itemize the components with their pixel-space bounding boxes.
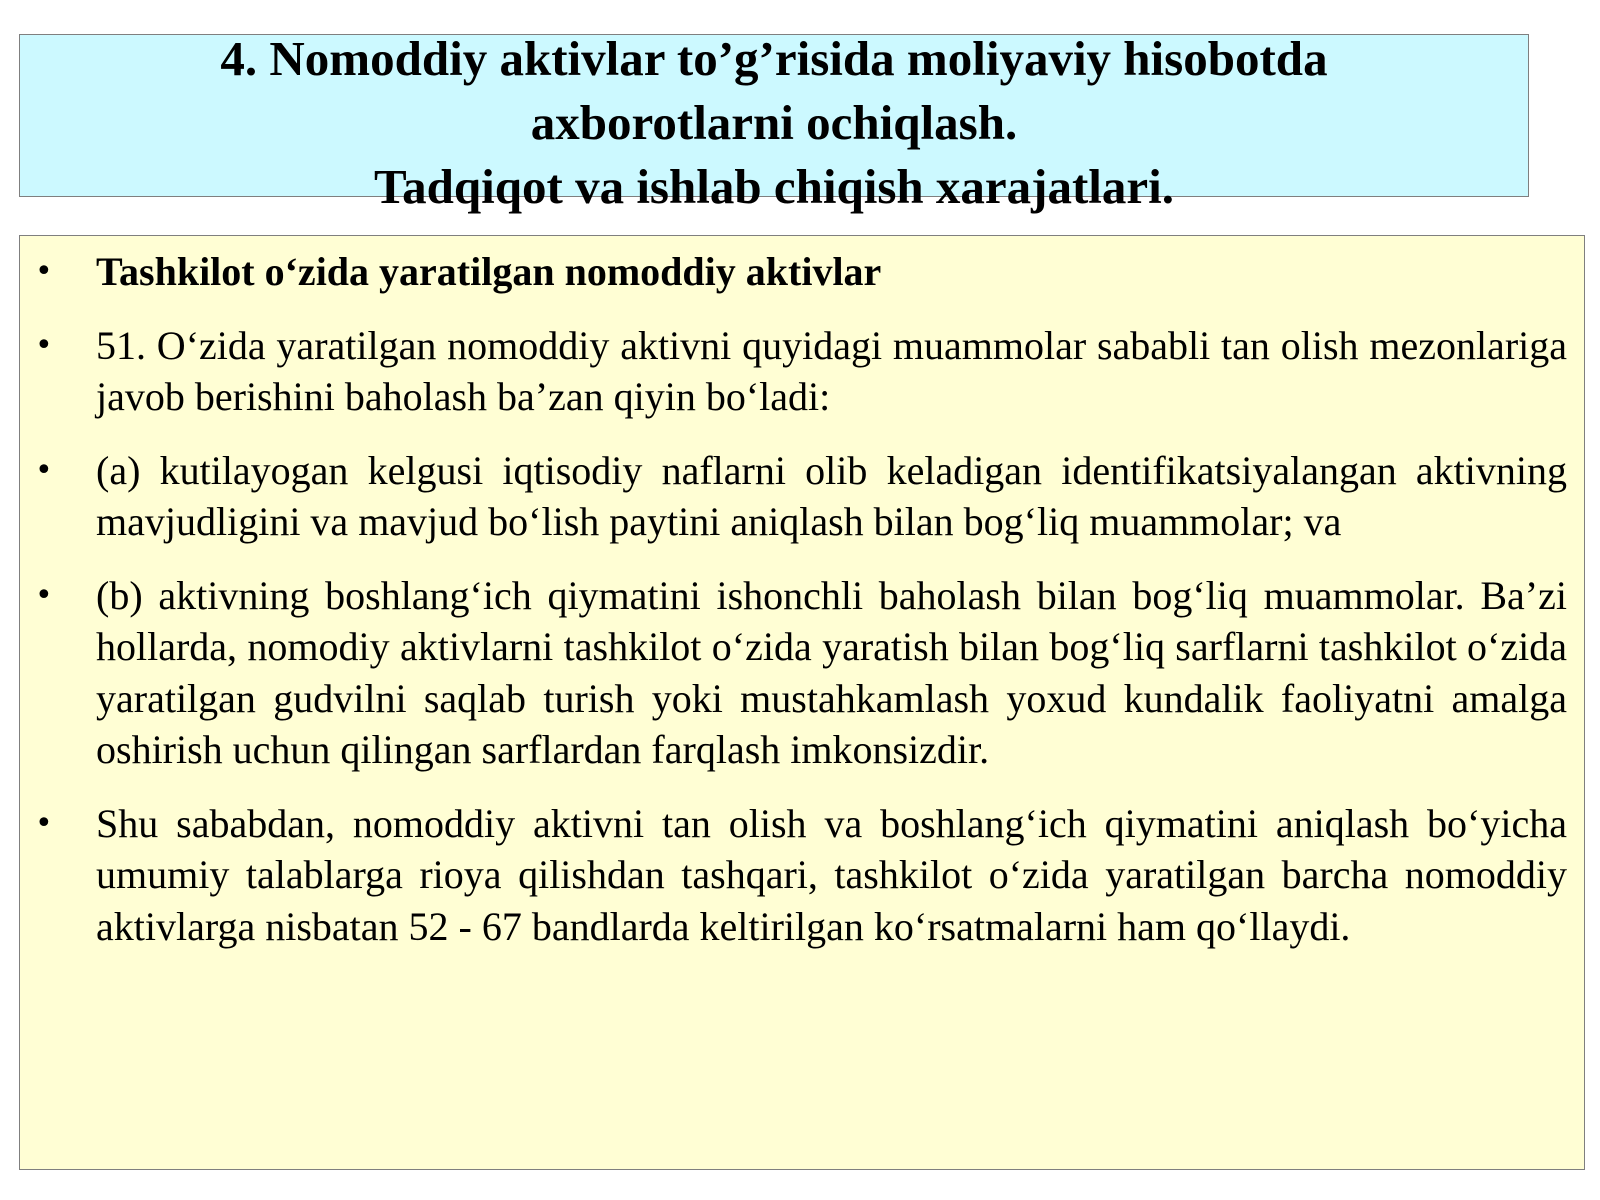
- bullet-item-paragraph-51: [20, 320, 1584, 423]
- bullet-text: (b) aktivning boshlang‘ich qiymatini ishonchli baholash bilan bog‘liq muammolar. Ba’zi hollarda, nomodiy aktivlarni tashkilot o‘zida yaratish bilan bog‘liq sarflarni tashkilot o‘zida yaratilgan gudvilni saqlab turish yoki mustahkamlash yoxud kundalik faoliyatni amalga oshirish uchun qilingan sarflardan farqlash imkonsizdir.: [96, 572, 1567, 772]
- bullet-text: 51. O‘zida yaratilgan nomoddiy aktivni quyidagi muammolar sababli tan olish mezonlariga javob berishini baholash ba’zan qiyin bo‘ladi:: [96, 322, 1567, 419]
- slide-title-line-1: 4. Nomoddiy aktivlar to’g’risida moliyaviy hisobotda: [220, 31, 1328, 86]
- bullet-text: Shu sababdan, nomoddiy aktivni tan olish va boshlang‘ich qiymatini aniqlash bo‘yicha umumiy talablarga rioya qilishdan tashqari, tashkilot o‘zida yaratilgan barcha nomoddiy aktivlarga nisbatan 52 - 67 bandlarda keltirilgan ko‘rsatmalarni ham qo‘llaydi.: [96, 800, 1567, 949]
- slide-title-box: [19, 31, 1529, 214]
- bullet-icon: •: [35, 254, 53, 289]
- slide-content-box: [19, 235, 1585, 1170]
- bullet-list: [20, 246, 1584, 974]
- slide-title-line-3: Tadqiqot va ishlab chiqish xarajatlari.: [373, 159, 1175, 214]
- bullet-text: Tashkilot o‘zida yaratilgan nomoddiy aktivlar: [96, 249, 882, 294]
- bullet-item-point-b: [20, 570, 1584, 776]
- bullet-icon: •: [35, 327, 53, 363]
- bullet-item-conclusion: [20, 798, 1584, 953]
- bullet-item-heading: [20, 246, 1584, 298]
- bullet-text: (a) kutilayogan kelgusi iqtisodiy naflarni olib keladigan identifikatsiyalangan aktivning mavjudligini va mavjud bo‘lish paytini aniqlash bilan bog‘liq muammolar; va: [96, 447, 1567, 544]
- bullet-item-point-a: [20, 445, 1584, 548]
- bullet-icon: •: [35, 452, 53, 488]
- slide-title-line-2: axborotlarni ochiqlash.: [530, 95, 1018, 150]
- bullet-icon: •: [35, 577, 53, 613]
- bullet-icon: •: [35, 805, 53, 841]
